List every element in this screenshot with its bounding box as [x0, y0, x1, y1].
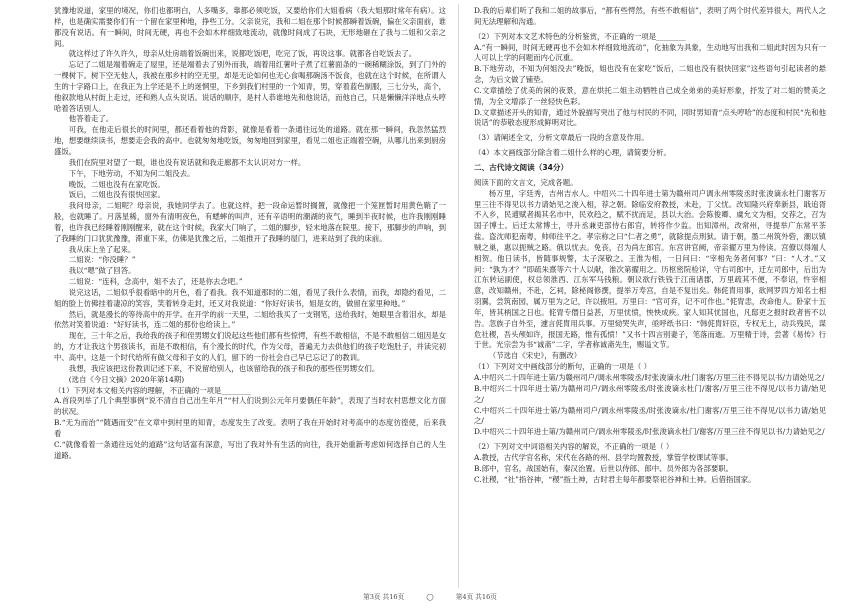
paragraph: 饭后，二姐也没有很快回家。 [68, 190, 165, 200]
paragraph: 说完这话，二姐似乎很看暗中的月色，看了看我。我不知道那时的二姐，看见了我什么表情，而我，却隐约看见，二姐的脸上仿佛挂着凄凉的笑容，笑着转身走封，还又对我说道：“你好好读书，姐是女的，做留在家里种地。” [54, 287, 446, 308]
paragraph: 二姐说：“连科，念高中，姐不去了，还是你去念吧。” [68, 277, 243, 287]
paragraph: 现在，三十年之后，我给我的孩子和侄男甥女们说起这些他们都有些惊愕，有些不敢相信，不是不敢相信二姐因是女的，方才让我这个男孩读书，而是不敢相信，有个漫长的时代，作为父母，普遍无力去供他们的孩子吃饱肚子，并读完初中、高中。这是一个时代给所有做父母和子女的人们，留下的一份社会自己早已忘记了的教训。 [54, 331, 446, 362]
footer-circle: ◯ [426, 593, 434, 601]
paragraph: （3）请阐述全文，分析文章最后一段的含意及作用。 [474, 133, 649, 143]
paragraph: C.中绍兴二十四年进士第/为赣州司户/调永州零陵丞/时张浚谪永/杜门谢客/万里三往不得见/以书力请/始见之/ [474, 405, 826, 426]
paragraph: 忘记了二姐是端着碗走了屋里，还是端着去了别外而我，端着用红薯叶子煮了红薯面条的一碗稀糊涂饭，到了门外的一棵树下。树下空无他人，我被在那乡村的空无里，却是无论如何也无心食喝那碗汤不饭食，也就在这个时候，在所谓人生的十字路口上，在我正为上学还是不上的迷惘里，下乡到我们村里的一个知青，男，穿着蓝色制服，三七分头，高个，他叙款地从村街上走过，还和熟人点头说话。说话的顺序，是村人恭谁地先和他说话，而他自己，只是懒懒洋洋地点头哼哈着答话别人。 [54, 60, 446, 113]
paragraph: C.文章描绘了优美的闲的夜景，意在烘托二姐主动牺牲自己成全弟弟的美好形象，抒发了对二姐的赞美之情，为全文增添了一丝轻快色彩。 [474, 85, 826, 106]
paragraph: （2）下列对本文艺术特色的分析鉴赏，不正确的一项是________ [474, 31, 686, 41]
paragraph: A.“有一瞬间，时间无硬再也不会如木样细致地流动”，化抽象为具象，生动地写出我和二姐此时因为只有一人可以上学的问题而内心沉重。 [474, 42, 826, 63]
paragraph: B.中绍兴二十四年进士第/为赣州司户/调永州零陵丞/时张浚谪永杜门/谢客/万里三往不得见/以书力请/始见之/ [474, 383, 826, 404]
paragraph: D.文章描述开头的知青，通过外貌描写突出了他与村民的不同，同时男知青“点头哼哈”的态度和村民“先和他说话”的恭敬态度形成鲜明对比。 [474, 107, 826, 128]
paragraph: （节选自《宋史》，有删改） [488, 351, 582, 361]
paragraph: A.中绍兴二十四年进士第/为赣州司户/调永州零陵丞/时张浚谪永/杜门谢客/万里三往不得见以书/力请始见之/ [474, 373, 825, 382]
column-divider [458, 4, 459, 588]
paragraph: 我想，我应该把这份教训记述下来，不说留给别人，也该留给我的孩子和我的那些侄男甥女们。 [68, 363, 380, 373]
paragraph: 二姐说：“你没睡？” [68, 255, 136, 265]
right-page-number: 第4页 共16页 [455, 593, 497, 601]
left-column [54, 6, 446, 461]
page-footer [0, 591, 860, 601]
paragraph: 犹豫地说道，家里的境况，你们也都明白，人多嘴多，靠都必须吃饭，又要给你们大姐看病（我大姐那时常年有病）。这样，也是确实需要你们有一个留在家里种地，挣些工分。父亲说完，我和二姐在那个时候都瞬着饭碗，偏在父亲面前，谁都没有说话。有一瞬间，时间无硬，再也不会如木样细致地流动，就像时间成了石块，无形地砸在了我与二姐和父亲之间。 [54, 6, 446, 48]
paragraph: 然后，就是漫长的等待高中的开学。在开学的前一天里，二姐给我买了一支钢笔，送给我时，她眼里含着泪水，却是依然对笑着说道：“好好读书，连二姐的那份也给读上。” [54, 309, 446, 330]
paragraph: C.“就像看着一条通往远处的道路”这句话富有深意，写出了我对外有生活的向往，我开始重新考虑如何选择自己的人生道路。 [54, 439, 446, 460]
right-column [474, 6, 826, 485]
paragraph: 可我，在他走后很长的时间里，都还看着他的背影，就像是看着一条通往远处的道路。就在那一瞬间，我忽然猛烈地，想要继续读书，想要走会我的高中。也就匆匆地吃饭，匆匆地回到家里，看见二姐也正端着空碗，从哪儿出来到厨房盛饭。 [54, 125, 446, 156]
section-heading: 二、古代诗文阅读（34分） [474, 162, 569, 172]
paragraph: 晚饭，二姐也没有在家吃饭。 [68, 179, 165, 189]
paragraph: （1）下列对文中画线部分的断句，正确的一项是（ ） [474, 362, 652, 372]
paragraph: A.首段列举了几个典型事例“说不清自自己出生年月”“村人们说到公元年月要偶任年龄”，表现了当时农村思想文化方面的状况。 [54, 396, 446, 417]
paragraph: 我问母亲，二姐呢？母亲说，我她同学去了。也就这样，把一段命运暂时搁置，就像把一个笼匣暂时用黄色鞘了一般，也就睡了。月落星稀，窗外有清明夜色，有蟋蟀的叫声，还有辛语明的潮湖的夜气，睡到半夜时候，也许我刚刚睡着，也许我已经睡着刚刚醒来，就在这个时候，我家大门响了，二姐的脚步，轻末地落在院里。接下，那脚步的声响，到了我睡的门口犹犹豫豫，滞重下来，仿佛是犹豫之后，二姐推开了我睡的屋门，进来站到了我的床前。 [54, 201, 446, 243]
paragraph: 我们在院里对望了一眼，谁也没有说话就和我走廊都不太认识对方一样。 [68, 157, 306, 167]
paragraph: 他答着走了。 [68, 114, 114, 124]
paragraph: 杨万里，字廷秀，吉州吉水人。中绍兴二十四年进士第为赣州司户调永州零陵丞时张浚谪永杜门谢客万里三往不得见以书力请始见之浚入相，荐之朝。除临安府教授，未赴，丁父忧。改知隆兴府奉新县，戢追胥不入乡，民逋赋者揭其名市中，民欢趋之，赋不扰而足，县以大治。会陈俊卿、虞允文为相，交荐之，召为国子博士。后迁太常博士，寻升丞兼吏部侍右郎官，转将作少监。出知漳州，改常州，寻提举广东常平茶盐。盗沈师犯南粤，帅师往平之。孝宗称之曰“仁者之勇”，就除提点刑狱。请于朝，墨二州筑外砦，潮以镇贼之巢，惠以扼贼之路。俄以忧去。免丧，召为尚左郎官。东宫讲官阙，帝亲擢万里为侍读。宫僚以得端人相贺。他日读书，皆随事规警，太子深敬之。王淮为相，一日问曰：“宰相先务者何事？”曰：“人才。”又问：“孰为才？”即疏朱熹等六十人以献，淮次第擢用之。历枢密院检详，守右司郎中，迁左司郎中，后出为江东转运副使，权总领淮西、江东军马钱粮。朝议欲行铁钱于江南诸郡，万里疏其不便，不奉诏，忤宰相意，改知赣州，不赴，乞祠，除秘阁修撰，提举万寿宫，自是不复出矣。韩侂胄用事，欲网罗四方知名士相羽翼，尝筑南园，属万里为之记，许以掖垣。万里曰：“官可弃，记不可作也。”侂胄恚，改命他人。卧家十五年，皆其柄国之日也。侂胄专僭日益甚，万里忧愤，怏怏成疾。家人知其忧国也，凡邸吏之报时政者皆不以告。忽族子自外至，遽言侂胄用兵事。万里恸哭失声，亟呼纸书曰：“韩侂胄奸臣，专权无上，动兵残民，谋危社稷，吾头颅如许，报国无路，惟有孤愤！”又书十四言别妻子，笔落而逝。万里精于诗，尝著《易传》行于世。光宗尝为书“诚斋”二字，学者称诚斋先生，赐谥文节。 [474, 188, 826, 350]
paragraph: C.社稷，“社”指谷神，“稷”指土神，古时君主每年都要祭祀谷神和土神。后借指国家。 [474, 474, 756, 484]
paragraph: （2）下列对文中词语相关内容的解说，不正确的一项是（ ） [474, 442, 674, 452]
left-page-number: 第3页 共16页 [363, 593, 405, 601]
paragraph: (选自《今日文摘》2020年第14期) [68, 374, 185, 384]
paragraph: 下午，下地劳动，不知为何二姐没去。 [68, 168, 195, 178]
paragraph: D.我的后辈们听了我和二姐的故事后，“都有些愕然，有些不敢相信”，表明了两个时代差异很大，两代人之间无法理解和沟通。 [474, 6, 826, 26]
paragraph: （4）本文画线部分除含着二姐什么样的心理，请简要分析。 [474, 148, 671, 158]
paragraph: 阅读下面的文言文，完成各题。 [474, 177, 578, 187]
paragraph: （1）下列对本文相关内容的理解，不正确的一项是________ [54, 385, 251, 395]
paragraph: 我从床上坐了起来。 [68, 244, 136, 254]
paragraph: A.教授，古代学官名称，宋代在各路的州、县学均置教授，掌管学校课试等事。 [474, 452, 733, 462]
paragraph: 就这样过了许久许久，母亲从灶房端着饭碗出来，说都吃饭吧，吃完了饭，再说这事。就都各自吃饭去了。 [68, 49, 417, 59]
paragraph: B.下地劳动，不知为何姐没去”晚饭，姐也没有在家吃”饭后，二姐也没有很快回家”这些语句引起读者的悬念，为后文做了铺垫。 [474, 64, 826, 85]
paragraph: B.“无为而治”“随遇而安”在文章中到村里的知青，态度发生了改变。表明了我在开始时对考高中的态度彷徨使，后来我看 [54, 418, 446, 438]
paragraph: B.郎中，官名，战国始有，秦汉治置。后世以侍郎、郎中、员外郎为各部要职。 [474, 463, 734, 473]
paragraph: D.中绍兴二十四年进士第/为赣州司户/调永州零陵丞/时张浚谪永杜门/谢客/万里三往不得见以书/力请始见之/ [474, 427, 825, 437]
paragraph: 我以“嗯”做了回答。 [68, 266, 136, 276]
